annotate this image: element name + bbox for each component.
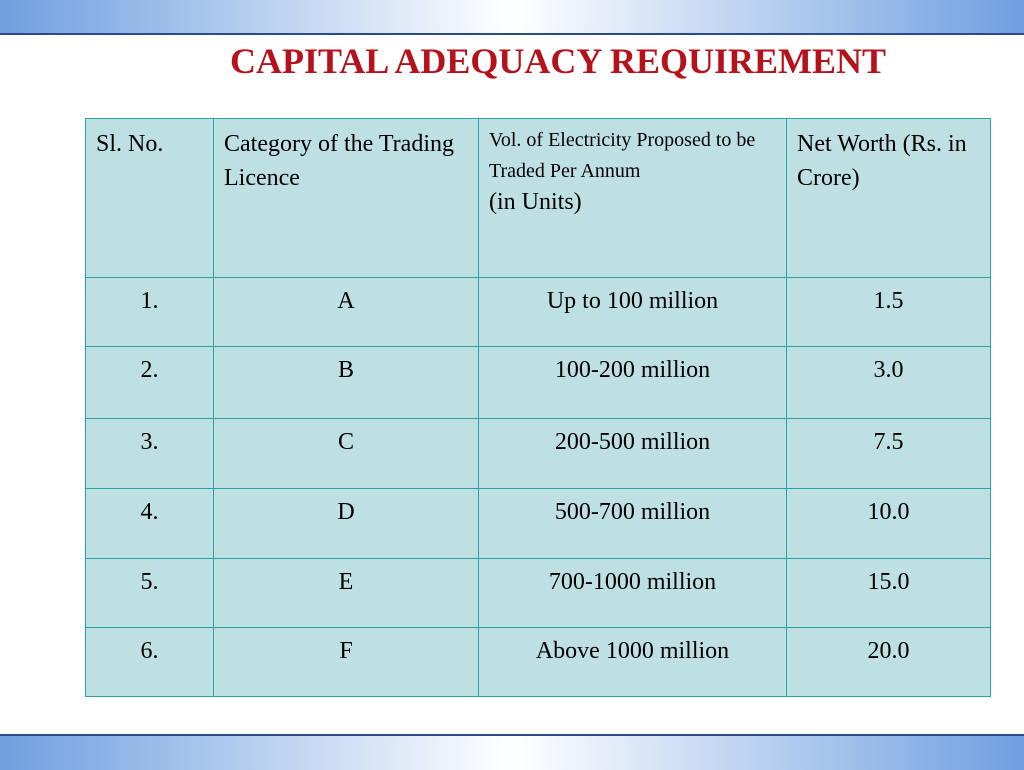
bottom-decorative-band: [0, 734, 1024, 770]
capital-adequacy-table: [85, 118, 991, 697]
cell-sl-no: 6.: [86, 628, 214, 697]
header-volume: [479, 119, 787, 278]
cell-category: B: [214, 347, 479, 419]
table-row: [86, 489, 991, 559]
cell-net-worth: 1.5: [787, 278, 991, 347]
table-row: [86, 278, 991, 347]
cell-category: D: [214, 489, 479, 559]
cell-sl-no: 3.: [86, 419, 214, 489]
cell-net-worth: 20.0: [787, 628, 991, 697]
cell-volume: 700-1000 million: [479, 559, 787, 628]
slide-title: CAPITAL ADEQUACY REQUIREMENT: [229, 41, 887, 81]
top-decorative-band: [0, 0, 1024, 35]
cell-net-worth: 3.0: [787, 347, 991, 419]
cell-net-worth: 15.0: [787, 559, 991, 628]
cell-volume: Above 1000 million: [479, 628, 787, 697]
header-category: Category of the Trading Licence: [214, 119, 479, 278]
cell-volume: 100-200 million: [479, 347, 787, 419]
cell-net-worth: 7.5: [787, 419, 991, 489]
cell-category: C: [214, 419, 479, 489]
table-header-row: [86, 119, 991, 278]
cell-sl-no: 1.: [86, 278, 214, 347]
cell-volume: Up to 100 million: [479, 278, 787, 347]
cell-sl-no: 5.: [86, 559, 214, 628]
table-row: [86, 628, 991, 697]
cell-net-worth: 10.0: [787, 489, 991, 559]
cell-category: E: [214, 559, 479, 628]
table-row: [86, 419, 991, 489]
cell-category: F: [214, 628, 479, 697]
header-net-worth: Net Worth (Rs. in Crore): [787, 119, 991, 278]
cell-volume: 200-500 million: [479, 419, 787, 489]
header-volume-text: Vol. of Electricity Proposed to be Traded Per Annum: [489, 129, 756, 182]
table-row: [86, 347, 991, 419]
cell-volume: 500-700 million: [479, 489, 787, 559]
table-row: [86, 559, 991, 628]
header-volume-units: (in Units): [489, 189, 582, 215]
cell-category: A: [214, 278, 479, 347]
header-sl-no: Sl. No.: [86, 119, 214, 278]
cell-sl-no: 2.: [86, 347, 214, 419]
cell-sl-no: 4.: [86, 489, 214, 559]
